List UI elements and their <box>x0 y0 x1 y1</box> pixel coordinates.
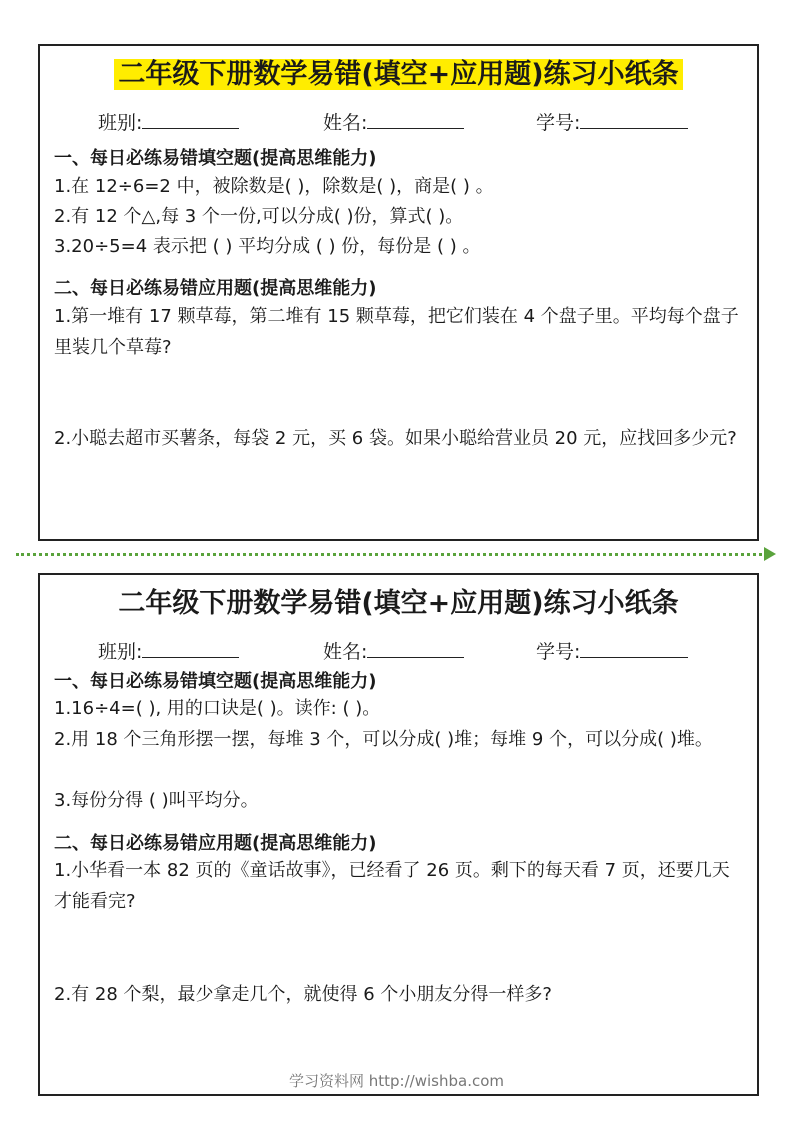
student-number-field[interactable]: 学号: <box>536 108 688 135</box>
slip-title: 二年级下册数学易错(填空+应用题)练习小纸条 <box>118 588 679 619</box>
app-question-1: 1.第一堆有 17 颗草莓，第二堆有 15 颗草莓，把它们装在 4 个盘子里。平均每个盘子里装几个草莓? <box>54 306 739 358</box>
fill-question-3: 3.20÷5=4 表示把 ( ) 平均分成 ( ) 份，每份是 ( ) 。 <box>54 236 481 257</box>
slip-title: 二年级下册数学易错(填空+应用题)练习小纸条 <box>40 56 757 94</box>
section-heading-app: 二、每日必练易错应用题(提高思维能力) <box>54 833 377 854</box>
dotted-divider <box>16 553 768 556</box>
app-question-2: 2.小聪去超市买薯条，每袋 2 元，买 6 袋。如果小聪给营业员 20 元，应找回多少元? <box>54 428 737 449</box>
fill-question-2: 2.用 18 个三角形摆一摆，每堆 3 个，可以分成( )堆；每堆 9 个，可以分成( )堆。 <box>54 729 713 750</box>
worksheet-slip-2 <box>38 573 759 1096</box>
section-heading-fill: 一、每日必练易错填空题(提高思维能力) <box>54 148 377 169</box>
site-footer: 学习资料网 http://wishba.com <box>289 1072 504 1090</box>
student-number-field[interactable]: 学号: <box>536 637 688 664</box>
section-heading-app: 二、每日必练易错应用题(提高思维能力) <box>54 278 377 299</box>
fill-question-1: 1.在 12÷6=2 中，被除数是( )，除数是( )，商是( ) 。 <box>54 176 494 197</box>
name-field[interactable]: 姓名: <box>323 108 464 135</box>
fill-question-1: 1.16÷4=( ), 用的口诀是( )。读作: ( )。 <box>54 698 381 719</box>
name-field[interactable]: 姓名: <box>323 637 464 664</box>
class-field[interactable]: 班别: <box>98 108 239 135</box>
worksheet-slip-1 <box>38 44 759 541</box>
class-field[interactable]: 班别: <box>98 637 239 664</box>
app-question-1: 1.小华看一本 82 页的《童话故事》，已经看了 26 页。剩下的每天看 7 页，还要几天才能看完? <box>54 860 730 912</box>
app-question-2: 2.有 28 个梨，最少拿走几个，就使得 6 个小朋友分得一样多? <box>54 984 552 1005</box>
arrow-right-icon <box>764 547 776 561</box>
fill-question-2: 2.有 12 个△,每 3 个一份,可以分成( )份，算式( )。 <box>54 206 464 227</box>
section-heading-fill: 一、每日必练易错填空题(提高思维能力) <box>54 671 377 692</box>
fill-question-3: 3.每份分得 ( )叫平均分。 <box>54 790 259 811</box>
